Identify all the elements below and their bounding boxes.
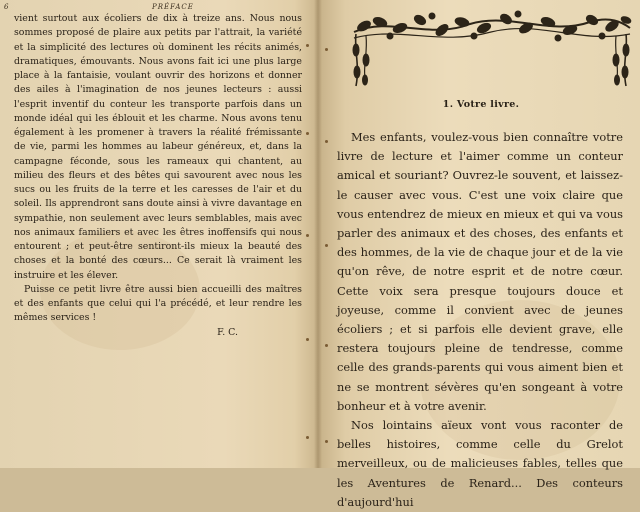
signature: F. C. — [217, 326, 238, 338]
chapter-text — [337, 128, 623, 512]
chapter-title: 1. Votre livre. — [442, 99, 520, 110]
running-head-title: PRÉFACE — [152, 3, 194, 11]
preface-text — [14, 12, 302, 340]
signature-line — [14, 326, 302, 340]
page-number: 6 — [4, 3, 10, 11]
preface-paragraph: Puisse ce petit livre être aussi bien accueilli des maîtres et des enfants que celui qui l'a précédé, et leur rendre les mêmes services ! — [14, 283, 302, 324]
preface-paragraph: vient surtout aux écoliers de dix à treize ans. Nous nous sommes proposé de plaire aux petits par l'attrait, la variété et la simplicité des lectures où dominent les récits animés, dramatiques, émouvants. Nous avons fait ici une plus large place à la fantaisie, voulant ouvrir des horizons et donner des ailes à l'imagination de nos jeunes lecteurs : aussi l'esprit inventif du conteur les transporte parfois dans un monde idéal qui les éblouit et les charme. Nous avons tenu également à les promener à travers la réalité frémissante de vie, parmi les hommes au labeur généreux, et, dans la campagne féconde, sous les rameaux qui chantent, au milieu des fleurs et des bêtes qui savourent avec nous les sucs ou les fruits de la terre et les caresses de l'air et du soleil. Ils apprendront sans doute ainsi à vivre davantage en sympathie, non seulement avec leurs semblables, mais avec nos animaux familiers et avec les êtres inoffensifs qui nous entourent ; et peut-être sentiront-ils mieux la beauté des choses et la bonté des cœurs... Ce serait là vraiment les instruire et les élever. — [14, 13, 302, 281]
book-gutter — [314, 0, 322, 468]
floral-ornament-icon — [350, 10, 632, 88]
chapter-paragraph: Mes enfants, voulez-vous bien connaître votre livre de lecture et l'aimer comme un conteur amical et souriant? Ouvrez-le souvent, et laissez-le causer avec vous. C'est une voix claire que vous entendrez de mieux en mieux et qui va vous parler des animaux et des choses, des enfants et des hommes, de la vie de chaque jour et de la vie qu'on rêve, de notre esprit et de notre cœur. Cette voix sera presque toujours douce et joyeuse, comme il convient avec de jeunes écoliers ; et si parfois elle devient grave, elle restera toujours pleine de tendresse, comme celle des grands-parents qui vous aiment bien et ne se montrent sévères qu'en songeant à votre bonheur et à votre avenir. — [337, 130, 623, 413]
left-page — [0, 0, 314, 468]
right-page — [322, 0, 640, 509]
chapter-paragraph: Nos lointains aïeux vont vous raconter de belles histoires, comme celle du Grelot merveilleux, ou de malicieuses fables, telles que les Aventures de Renard... Des conteurs d'aujourd'hui — [337, 418, 623, 509]
